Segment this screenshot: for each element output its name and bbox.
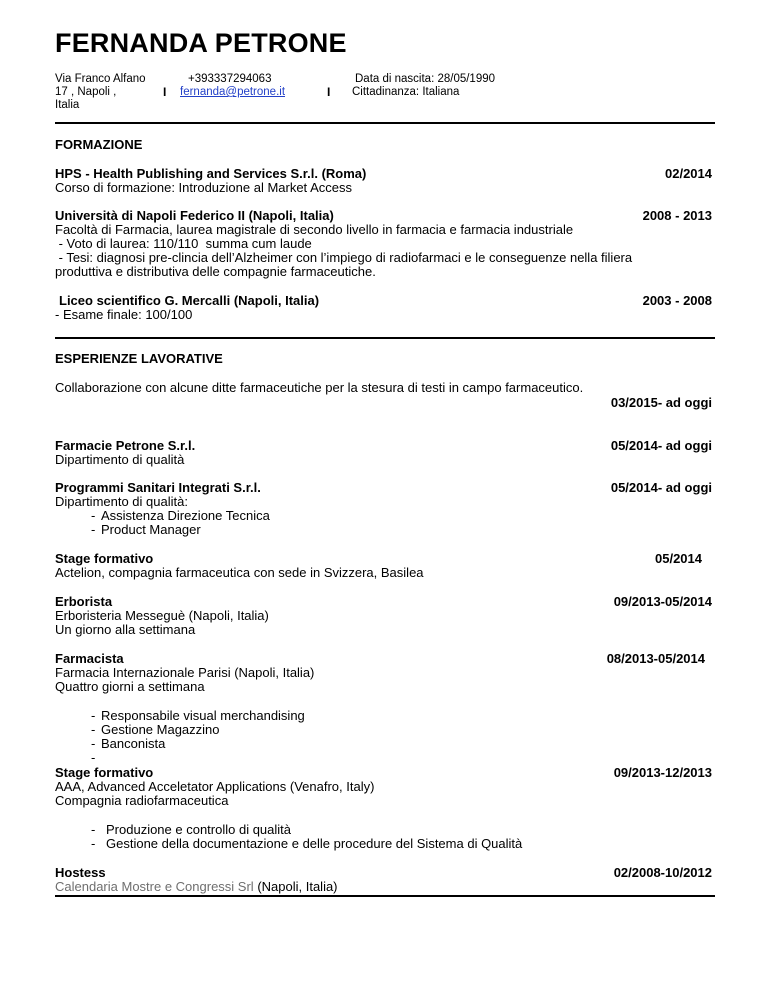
bullet-dash: - — [91, 750, 96, 765]
edu-institution: Liceo scientifico G. Mercalli (Napoli, Italia) — [59, 293, 320, 308]
address-line: Italia — [55, 99, 80, 111]
job-line: Farmacia Internazionale Parisi (Napoli, Italia) — [55, 665, 315, 680]
section-title-formazione: FORMAZIONE — [55, 137, 143, 152]
bullet-item: Gestione della documentazione e delle procedure del Sistema di Qualità — [106, 836, 523, 851]
bullet-item: Product Manager — [101, 522, 201, 537]
email-link[interactable]: fernanda@petrone.it — [180, 86, 286, 98]
job-line: Compagnia radiofarmaceutica — [55, 793, 229, 808]
separator: I — [327, 85, 331, 99]
bullet-item: Assistenza Direzione Tecnica — [101, 508, 270, 523]
section-title-esperienze: ESPERIENZE LAVORATIVE — [55, 351, 223, 366]
cv-name: FERNANDA PETRONE — [55, 28, 347, 58]
edu-date: 2008 - 2013 — [642, 208, 712, 223]
divider — [55, 895, 715, 897]
address-line: Via Franco Alfano — [55, 73, 146, 85]
job-date: 05/2014 — [655, 551, 702, 566]
job-line: Un giorno alla settimana — [55, 622, 196, 637]
job-date: 05/2014- ad oggi — [610, 480, 712, 495]
separator: I — [163, 85, 167, 99]
job-date: 09/2013-12/2013 — [613, 765, 712, 780]
phone-text: +393337294063 — [188, 73, 272, 85]
job-line: AAA, Advanced Acceletator Applications (Venafro, Italy) — [55, 779, 375, 794]
address-line: 17 , Napoli , — [55, 86, 117, 98]
bullet-dash: - — [91, 522, 96, 537]
divider — [55, 122, 715, 124]
bullet-item: Responsabile visual merchandising — [101, 708, 305, 723]
bullet-dash: - — [91, 836, 96, 851]
edu-line: Facoltà di Farmacia, laurea magistrale di secondo livello in farmacia e farmacia industriale — [55, 222, 574, 237]
bullet-dash: - — [91, 822, 96, 837]
bullet-item: Banconista — [101, 736, 166, 751]
job-title: Stage formativo — [55, 765, 154, 780]
job-line: Actelion, compagnia farmaceutica con sede in Svizzera, Basilea — [55, 565, 424, 580]
job-date: 08/2013-05/2014 — [606, 651, 705, 666]
edu-date: 2003 - 2008 — [642, 293, 712, 308]
address-block — [55, 73, 146, 112]
edu-line: - Voto di laurea: 110/110 summa cum laude — [55, 236, 312, 251]
bullet-item: Produzione e controllo di qualità — [106, 822, 292, 837]
job-title: Erborista — [55, 594, 113, 609]
bullet-item: Gestione Magazzino — [101, 722, 220, 737]
edu-line: - Tesi: diagnosi pre-clincia dell’Alzheimer con l’impiego di radiofarmaci e le conseguenze nella filiera — [55, 250, 633, 265]
edu-date: 02/2014 — [665, 166, 712, 181]
job-title: Farmacie Petrone S.r.l. — [55, 438, 196, 453]
edu-institution: Università di Napoli Federico II (Napoli, Italia) — [55, 208, 334, 223]
job-date: 03/2015- ad oggi — [610, 395, 712, 410]
company-name: Calendaria Mostre e Congressi Srl — [55, 879, 254, 894]
bullet-dash: - — [91, 708, 96, 723]
intro-text: Collaborazione con alcune ditte farmaceutiche per la stesura di testi in campo farmaceutico. — [55, 380, 584, 395]
edu-line: - Esame finale: 100/100 — [55, 307, 193, 322]
bullet-dash: - — [91, 508, 96, 523]
divider — [55, 337, 715, 339]
job-line: Quattro giorni a settimana — [55, 679, 205, 694]
company-location: (Napoli, Italia) — [253, 879, 338, 894]
job-line — [55, 879, 338, 894]
edu-line: produttiva e distributiva delle compagnie farmaceutiche. — [55, 264, 376, 279]
edu-line: Corso di formazione: Introduzione al Market Access — [55, 180, 352, 195]
job-line: Erboristeria Messeguè (Napoli, Italia) — [55, 608, 269, 623]
job-line: Dipartimento di qualità — [55, 452, 185, 467]
job-line: Dipartimento di qualità: — [55, 494, 188, 509]
job-title: Farmacista — [55, 651, 124, 666]
job-date: 09/2013-05/2014 — [613, 594, 712, 609]
job-title: Programmi Sanitari Integrati S.r.l. — [55, 480, 261, 495]
job-date: 02/2008-10/2012 — [613, 865, 712, 880]
bullet-dash: - — [91, 736, 96, 751]
edu-institution: HPS - Health Publishing and Services S.r.l. (Roma) — [55, 166, 367, 181]
birth-date: Data di nascita: 28/05/1990 — [355, 73, 496, 85]
bullet-dash: - — [91, 722, 96, 737]
job-date: 05/2014- ad oggi — [610, 438, 712, 453]
job-title: Stage formativo — [55, 551, 154, 566]
citizenship: Cittadinanza: Italiana — [352, 86, 460, 98]
job-title: Hostess — [55, 865, 106, 880]
